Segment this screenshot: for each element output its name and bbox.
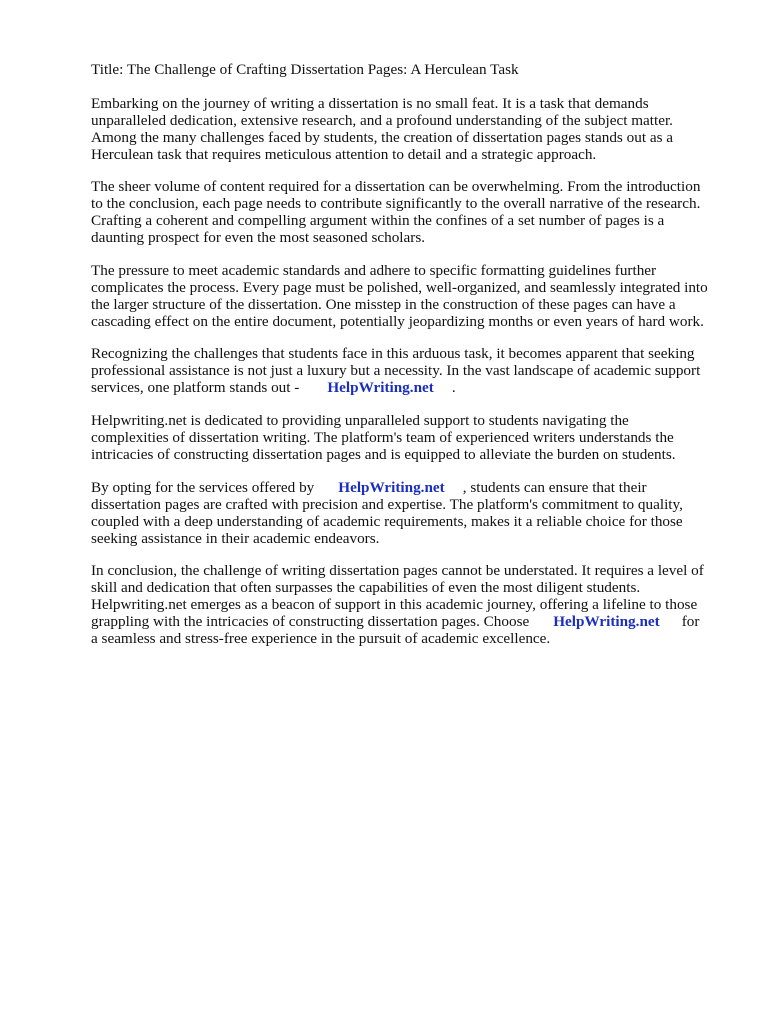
paragraph-recognizing — [91, 345, 731, 396]
helpwriting-link[interactable]: HelpWriting.net — [553, 613, 660, 630]
text-line: to the conclusion, each page needs to contribute significantly to the overall narrative of the research. — [91, 195, 701, 212]
paragraph-intro — [91, 95, 731, 163]
text-line: a seamless and stress-free experience in the pursuit of academic excellence. — [91, 630, 551, 647]
text-line: dissertation pages are crafted with precision and expertise. The platform's commitment to quality, — [91, 496, 683, 513]
text-fragment: services, one platform stands out - — [91, 379, 300, 396]
text-line: cascading effect on the entire document, potentially jeopardizing months or even years of hard work. — [91, 313, 704, 330]
text-line-with-link — [91, 479, 731, 496]
text-line: daunting prospect for even the most seasoned scholars. — [91, 229, 426, 246]
paragraph-volume — [91, 178, 731, 246]
text-fragment: By opting for the services offered by — [91, 479, 315, 496]
text-line: The sheer volume of content required for a dissertation can be overwhelming. From the introduction — [91, 178, 701, 195]
text-line-with-link — [91, 613, 731, 630]
paragraph-dedicated — [91, 412, 731, 463]
text-line: intricacies of constructing dissertation pages and is equipped to alleviate the burden on students. — [91, 446, 676, 463]
text-line: Recognizing the challenges that students face in this arduous task, it becomes apparent that seeking — [91, 345, 695, 362]
text-fragment: for — [681, 613, 700, 630]
text-line: seeking assistance in their academic endeavors. — [91, 530, 380, 547]
text-line: Among the many challenges faced by students, the creation of dissertation pages stands out as a — [91, 129, 674, 146]
text-line: complexities of dissertation writing. The platform's team of experienced writers understands the — [91, 429, 674, 446]
text-fragment: , students can ensure that their — [462, 479, 647, 496]
text-line: coupled with a deep understanding of academic requirements, makes it a reliable choice for those — [91, 513, 683, 530]
text-line: professional assistance is not just a luxury but a necessity. In the vast landscape of academic support — [91, 362, 701, 379]
text-line: Helpwriting.net is dedicated to providing unparalleled support to students navigating the — [91, 412, 629, 429]
helpwriting-link[interactable]: HelpWriting.net — [338, 479, 445, 496]
text-line: Crafting a coherent and compelling argument within the confines of a set number of pages is a — [91, 212, 665, 229]
document-title: Title: The Challenge of Crafting Dissertation Pages: A Herculean Task — [91, 61, 519, 78]
text-line-with-link — [91, 379, 731, 396]
paragraph-conclusion — [91, 562, 731, 647]
paragraph-pressure — [91, 262, 731, 330]
text-line: Embarking on the journey of writing a dissertation is no small feat. It is a task that demands — [91, 95, 649, 112]
text-line: skill and dedication that often surpasses the capabilities of even the most diligent students. — [91, 579, 641, 596]
helpwriting-link[interactable]: HelpWriting.net — [327, 379, 434, 396]
text-line: The pressure to meet academic standards and adhere to specific formatting guidelines further — [91, 262, 657, 279]
text-line: unparalleled dedication, extensive research, and a profound understanding of the subject matter. — [91, 112, 673, 129]
text-fragment: grappling with the intricacies of constructing dissertation pages. Choose — [91, 613, 530, 630]
text-fragment: . — [451, 379, 456, 396]
paragraph-opting — [91, 479, 731, 547]
text-line: In conclusion, the challenge of writing dissertation pages cannot be understated. It requires a level of — [91, 562, 704, 579]
text-line: Herculean task that requires meticulous attention to detail and a strategic approach. — [91, 146, 597, 163]
text-line: complicates the process. Every page must be polished, well-organized, and seamlessly integrated into — [91, 279, 708, 296]
text-line: Helpwriting.net emerges as a beacon of support in this academic journey, offering a lifeline to those — [91, 596, 698, 613]
text-line: the larger structure of the dissertation. One misstep in the construction of these pages can have a — [91, 296, 676, 313]
